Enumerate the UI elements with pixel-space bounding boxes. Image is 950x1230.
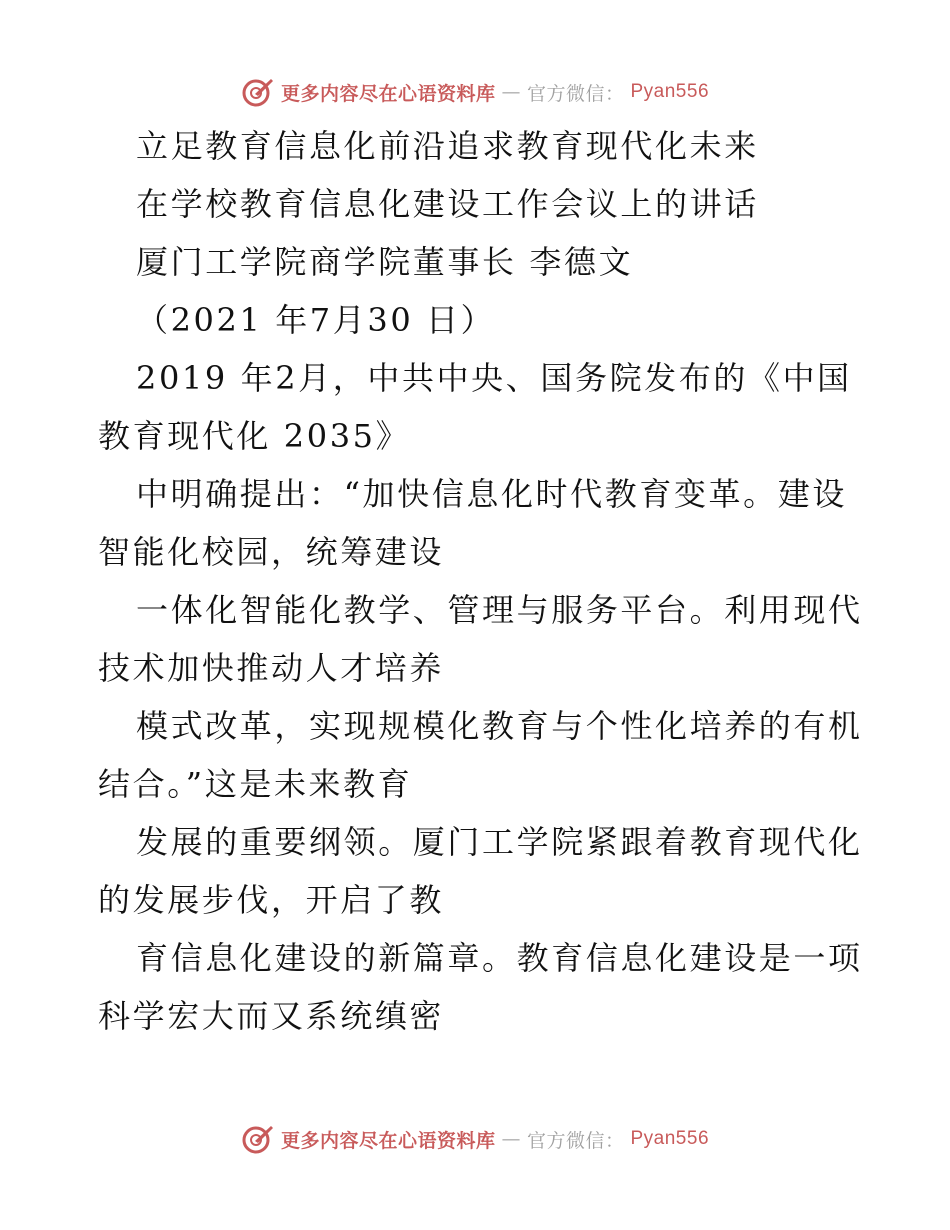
text-line: 在学校教育信息化建设工作会议上的讲话 [136, 185, 759, 223]
text-line: （2021 年7月30 日） [136, 301, 496, 339]
text-line: 的发展步伐，开启了教 [98, 881, 445, 919]
text-line: 科学宏大而又系统缜密 [98, 997, 445, 1035]
watermark-wechat-id: Pyan556 [630, 1128, 710, 1149]
watermark-wechat-label: 官方微信： [526, 82, 625, 105]
text-line: 一体化智能化教学、管理与服务平台。利用现代 [136, 591, 863, 629]
text-line: 发展的重要纲领。厦门工学院紧跟着教育现代化 [136, 823, 863, 861]
watermark-brand: 更多内容尽在心语资料库 [280, 82, 496, 105]
text-line: 2019 年2月，中共中央、国务院发布的《中国 [136, 359, 852, 397]
watermark-dash: — [501, 1128, 521, 1150]
text-line: 结合。”这是未来教育 [98, 765, 413, 803]
text-line: 技术加快推动人才培养 [98, 649, 445, 687]
watermark-brand: 更多内容尽在心语资料库 [280, 1129, 496, 1152]
footer-watermark [0, 1119, 950, 1159]
watermark-dash: — [501, 81, 521, 103]
pen-logo-icon [241, 75, 275, 109]
text-line: 教育现代化 2035》 [98, 417, 411, 455]
document-body [98, 117, 863, 1045]
watermark-wechat-id: Pyan556 [630, 81, 710, 102]
text-line: 育信息化建设的新篇章。教育信息化建设是一项 [136, 939, 863, 977]
text-line: 立足教育信息化前沿追求教育现代化未来 [136, 127, 759, 165]
header-watermark [0, 72, 950, 112]
watermark-wechat-label: 官方微信： [526, 1129, 625, 1152]
text-line: 模式改革，实现规模化教育与个性化培养的有机 [136, 707, 863, 745]
text-line: 智能化校园，统筹建设 [98, 533, 445, 571]
text-line: 厦门工学院商学院董事长 李德文 [136, 243, 634, 281]
text-line: 中明确提出：“加快信息化时代教育变革。建设 [136, 475, 847, 513]
pen-logo-icon [241, 1122, 275, 1156]
